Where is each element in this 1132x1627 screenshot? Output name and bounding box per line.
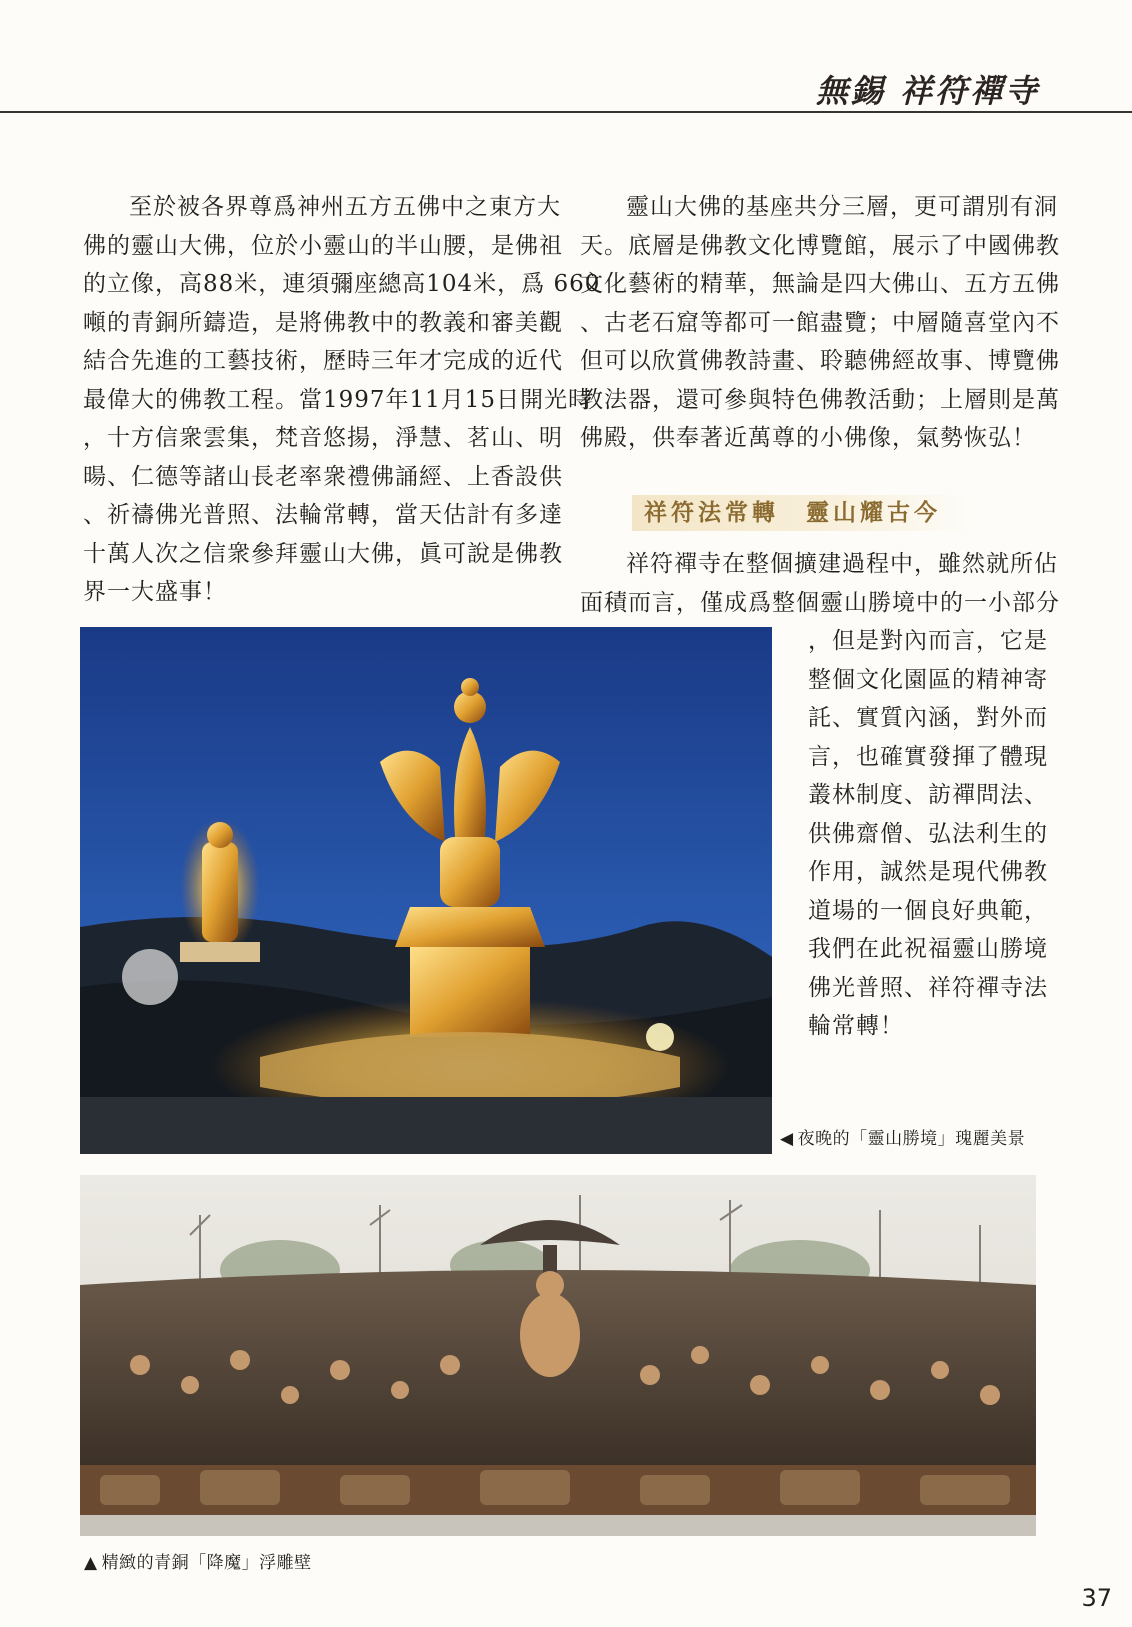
caption-marker-left-triangle: ◀ [780,1129,794,1149]
paragraph-line: 佛光普照、祥符禪寺法 [808,974,1048,1001]
night-scene-photo [80,627,772,1154]
paragraph-line: 至於被各界尊爲神州五方五佛中之東方大 [129,194,561,220]
paragraph-line: 靈山大佛的基座共分三層，更可謂別有洞 [626,194,1058,220]
relief-wall-illustration [80,1175,1036,1536]
paragraph-line: ，但是對內而言，它是 [808,628,1048,654]
paragraph-line: 言，也確實發揮了體現 [808,743,1048,770]
paragraph-line: 但可以欣賞佛教詩畫、聆聽佛經故事、博覽佛 [580,348,1060,374]
paragraph-line: 整個文化園區的精神寄 [808,666,1048,693]
paragraph-line: 祥符禪寺在整個擴建過程中，雖然就所佔 [626,551,1058,577]
paragraph-line: 道場的一個良好典範， [808,897,1048,924]
narrow-text-column [808,622,1048,1046]
paragraph-line: 輪常轉！ [808,1013,904,1039]
paragraph-line: 最偉大的佛教工程。當1997年11月15日開光時 [83,386,593,413]
night-scene-illustration [80,627,772,1154]
section-heading: 祥符法常轉 靈山耀古今 [632,495,972,531]
relief-wall-photo [80,1175,1036,1536]
paragraph-line: 教法器，還可參與特色佛教活動；上層則是萬 [580,386,1060,413]
right-text-column [580,188,1060,458]
running-header-title: 無錫 祥符禪寺 [815,72,1040,110]
paragraph-line: 叢林制度、訪禪問法、 [808,782,1048,808]
relief-photo-caption [84,1548,312,1573]
paragraph-line: 文化藝術的精華，無論是四大佛山、五方五佛 [580,271,1060,297]
caption-text: 精緻的青銅「降魔」浮雕壁 [101,1553,312,1573]
paragraph-line: 面積而言，僅成爲整個靈山勝境中的一小部分 [580,589,1060,616]
paragraph-line: 佛殿，供奉著近萬尊的小佛像，氣勢恢弘！ [580,425,1036,451]
caption-text: 夜晚的「靈山勝境」瑰麗美景 [797,1129,1026,1149]
paragraph-line: 作用，誠然是現代佛教 [808,859,1048,885]
paragraph-line: 託、實質內涵，對外而 [808,705,1048,731]
paragraph-line: 佛的靈山大佛，位於小靈山的半山腰，是佛祖 [83,232,563,259]
paragraph-line: 我們在此祝福靈山勝境 [808,936,1048,962]
paragraph-line: 、古老石窟等都可一館盡覽；中層隨喜堂內不 [580,309,1060,336]
paragraph-line: 的立像，高88米，連須彌座總高104米，爲 660 [83,271,601,297]
left-text-column [83,188,600,612]
paragraph-line: 暘、仁德等諸山長老率衆禮佛誦經、上香設供 [83,463,563,490]
header-divider [0,111,1132,113]
right-text-column-2 [580,545,1060,622]
paragraph-line: 結合先進的工藝技術，歷時三年才完成的近代 [83,348,563,374]
paragraph-line: ，十方信衆雲集，梵音悠揚，淨慧、茗山、明 [83,425,563,451]
paragraph-line: 供佛齋僧、弘法利生的 [808,820,1048,847]
page-number: 37 [1081,1584,1112,1612]
paragraph-line: 十萬人次之信衆參拜靈山大佛，眞可說是佛教 [83,540,563,567]
paragraph-line: 、祈禱佛光普照、法輪常轉，當天估計有多達 [83,502,563,528]
paragraph-line: 噸的青銅所鑄造，是將佛教中的教義和審美觀 [83,309,563,336]
paragraph-line: 界一大盛事！ [83,579,227,605]
caption-marker-up-triangle: ▲ [84,1553,98,1573]
night-photo-caption [780,1124,1025,1149]
paragraph-line: 天。底層是佛教文化博覽館，展示了中國佛教 [580,232,1060,259]
